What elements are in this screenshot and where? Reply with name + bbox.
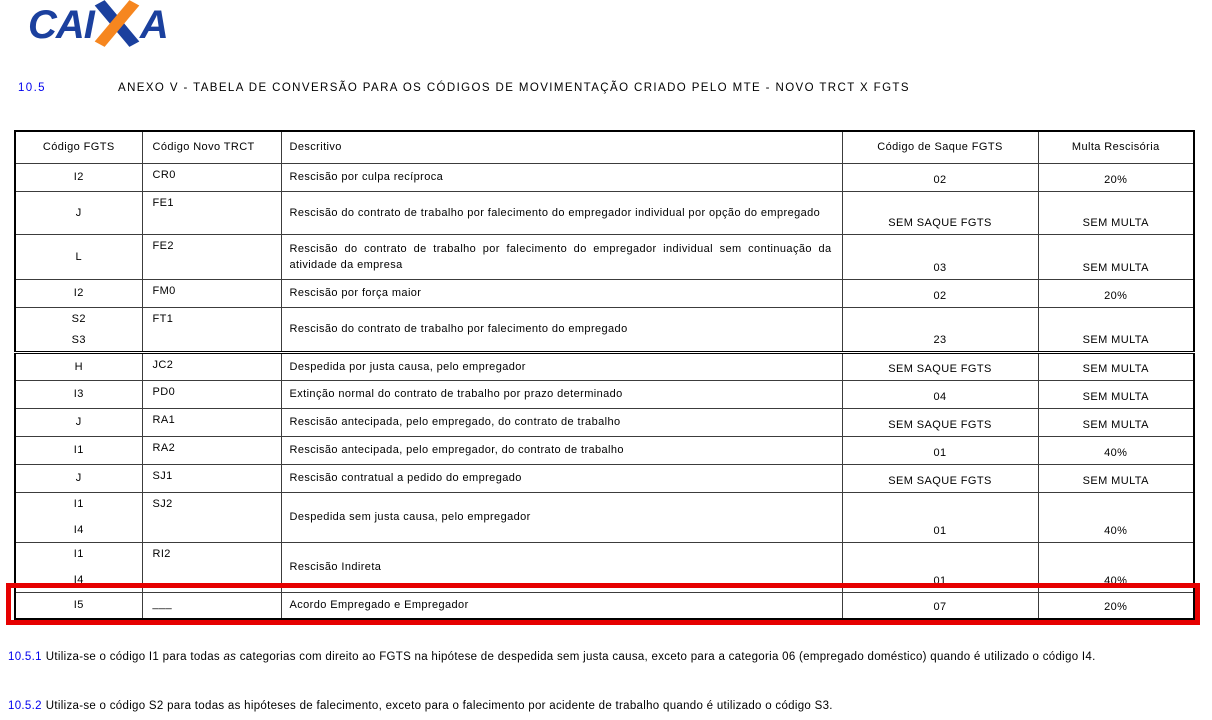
cell-codigo-fgts: I3 (15, 380, 142, 408)
cell-codigo-saque: 02 (842, 163, 1038, 191)
footnote-number: 10.5.1 (8, 651, 42, 663)
cell-descritivo: Rescisão Indireta (281, 542, 842, 592)
section-number: 10.5 (18, 82, 46, 94)
column-header-2: Código Novo TRCT (142, 131, 281, 163)
cell-multa-rescisoria: 40% (1038, 542, 1194, 592)
table-row-fm0 (15, 279, 1194, 307)
cell-descritivo: Acordo Empregado e Empregador (281, 592, 842, 619)
fgts-code: I1 (73, 498, 84, 510)
cell-codigo-saque: 01 (842, 542, 1038, 592)
column-header-5: Multa Rescisória (1038, 131, 1194, 163)
footnote-text: Utiliza-se o código S2 para todas as hipóteses de falecimento, exceto para o falecimento por acidente de trabalho quando é utilizado o código S3. (45, 700, 833, 712)
footnote-10.5.1 (8, 648, 1205, 666)
cell-descritivo: Despedida sem justa causa, pelo empregador (281, 492, 842, 542)
cell-codigo-saque: 01 (842, 436, 1038, 464)
fgts-code: I4 (73, 574, 84, 586)
table-row-ra1 (15, 408, 1194, 436)
cell-multa-rescisoria: 40% (1038, 436, 1194, 464)
table-row-jc2 (15, 352, 1194, 380)
table-row-cr0 (15, 163, 1194, 191)
cell-descritivo: Extinção normal do contrato de trabalho por prazo determinado (281, 380, 842, 408)
cell-codigo-fgts: I2 (15, 163, 142, 191)
cell-codigo-fgts (15, 542, 142, 592)
conversion-table (14, 130, 1195, 620)
table-header-row (15, 131, 1194, 163)
cell-codigo-saque: 23 (842, 307, 1038, 352)
caixa-logo (28, 2, 168, 52)
cell-multa-rescisoria: SEM MULTA (1038, 380, 1194, 408)
cell-codigo-novo-trct: RA2 (142, 436, 281, 464)
cell-codigo-novo-trct: FT1 (142, 307, 281, 352)
page-title: ANEXO V - TABELA DE CONVERSÃO PARA OS CÓDIGOS DE MOVIMENTAÇÃO CRIADO PELO MTE - NOVO TRCT X FGTS (118, 82, 910, 94)
cell-codigo-novo-trct: FE2 (142, 234, 281, 279)
cell-descritivo: Rescisão antecipada, pelo empregado, do contrato de trabalho (281, 408, 842, 436)
cell-multa-rescisoria: 20% (1038, 279, 1194, 307)
fgts-code: I1 (73, 548, 84, 560)
cell-codigo-novo-trct: SJ1 (142, 464, 281, 492)
cell-descritivo: Rescisão do contrato de trabalho por falecimento do empregador individual por opção do empregado (281, 191, 842, 234)
cell-codigo-saque: 03 (842, 234, 1038, 279)
cell-multa-rescisoria: SEM MULTA (1038, 408, 1194, 436)
cell-descritivo: Rescisão contratual a pedido do empregado (281, 464, 842, 492)
cell-codigo-fgts: J (15, 408, 142, 436)
cell-codigo-fgts: I5 (15, 592, 142, 619)
table-row-sj1 (15, 464, 1194, 492)
table-body (15, 163, 1194, 619)
table-row-ft1 (15, 307, 1194, 352)
column-header-1: Código FGTS (15, 131, 142, 163)
cell-codigo-novo-trct: FE1 (142, 191, 281, 234)
cell-codigo-fgts: J (15, 191, 142, 234)
footnote-text: as (223, 651, 237, 663)
cell-codigo-saque: 02 (842, 279, 1038, 307)
cell-codigo-fgts (15, 307, 142, 352)
cell-descritivo: Rescisão antecipada, pelo empregador, do contrato de trabalho (281, 436, 842, 464)
fgts-code: S2 (71, 312, 86, 325)
cell-multa-rescisoria: 40% (1038, 492, 1194, 542)
cell-codigo-saque: SEM SAQUE FGTS (842, 408, 1038, 436)
cell-descritivo: Rescisão por culpa recíproca (281, 163, 842, 191)
footnote-number: 10.5.2 (8, 700, 42, 712)
table-row-pd0 (15, 380, 1194, 408)
cell-codigo-fgts: J (15, 464, 142, 492)
table-row-ra2 (15, 436, 1194, 464)
cell-codigo-fgts: H (15, 352, 142, 380)
cell-multa-rescisoria: SEM MULTA (1038, 307, 1194, 352)
table-row-ri2 (15, 542, 1194, 592)
cell-codigo-fgts (15, 492, 142, 542)
table-row-fe1 (15, 191, 1194, 234)
cell-descritivo: Rescisão do contrato de trabalho por falecimento do empregado (281, 307, 842, 352)
table-row-blank (15, 592, 1194, 619)
cell-multa-rescisoria: 20% (1038, 592, 1194, 619)
cell-codigo-novo-trct: RA1 (142, 408, 281, 436)
cell-descritivo: Rescisão por força maior (281, 279, 842, 307)
cell-codigo-fgts: I1 (15, 436, 142, 464)
cell-multa-rescisoria: SEM MULTA (1038, 464, 1194, 492)
column-header-4: Código de Saque FGTS (842, 131, 1038, 163)
cell-multa-rescisoria: SEM MULTA (1038, 191, 1194, 234)
cell-multa-rescisoria: SEM MULTA (1038, 352, 1194, 380)
table-row-fe2 (15, 234, 1194, 279)
cell-codigo-saque: 07 (842, 592, 1038, 619)
caixa-x-icon (94, 4, 140, 40)
fgts-code: S3 (71, 333, 86, 346)
fgts-code: I4 (73, 524, 84, 536)
cell-multa-rescisoria: 20% (1038, 163, 1194, 191)
cell-codigo-novo-trct: RI2 (142, 542, 281, 592)
table-row-sj2 (15, 492, 1194, 542)
cell-codigo-fgts: I2 (15, 279, 142, 307)
cell-codigo-novo-trct: PD0 (142, 380, 281, 408)
logo-text-a: A (139, 3, 168, 47)
footnote-text: Utiliza-se o código I1 para todas (45, 651, 224, 663)
cell-codigo-novo-trct: FM0 (142, 279, 281, 307)
logo-text-cai: CAI (28, 3, 94, 47)
column-header-3: Descritivo (281, 131, 842, 163)
cell-codigo-novo-trct: ___ (142, 592, 281, 619)
cell-multa-rescisoria: SEM MULTA (1038, 234, 1194, 279)
cell-codigo-novo-trct: SJ2 (142, 492, 281, 542)
cell-descritivo: Rescisão do contrato de trabalho por falecimento do empregador individual sem continuação da atividade da empresa (281, 234, 842, 279)
cell-codigo-saque: SEM SAQUE FGTS (842, 191, 1038, 234)
cell-codigo-saque: 04 (842, 380, 1038, 408)
cell-codigo-novo-trct: JC2 (142, 352, 281, 380)
cell-codigo-saque: SEM SAQUE FGTS (842, 352, 1038, 380)
cell-codigo-saque: SEM SAQUE FGTS (842, 464, 1038, 492)
cell-codigo-novo-trct: CR0 (142, 163, 281, 191)
cell-codigo-fgts: L (15, 234, 142, 279)
footnote-10.5.2 (8, 697, 1205, 715)
footnote-text: categorias com direito ao FGTS na hipótese de despedida sem justa causa, exceto para a categoria 06 (empregado doméstico) quando é utilizado o código I4. (236, 651, 1096, 663)
cell-codigo-saque: 01 (842, 492, 1038, 542)
cell-descritivo: Despedida por justa causa, pelo empregador (281, 352, 842, 380)
